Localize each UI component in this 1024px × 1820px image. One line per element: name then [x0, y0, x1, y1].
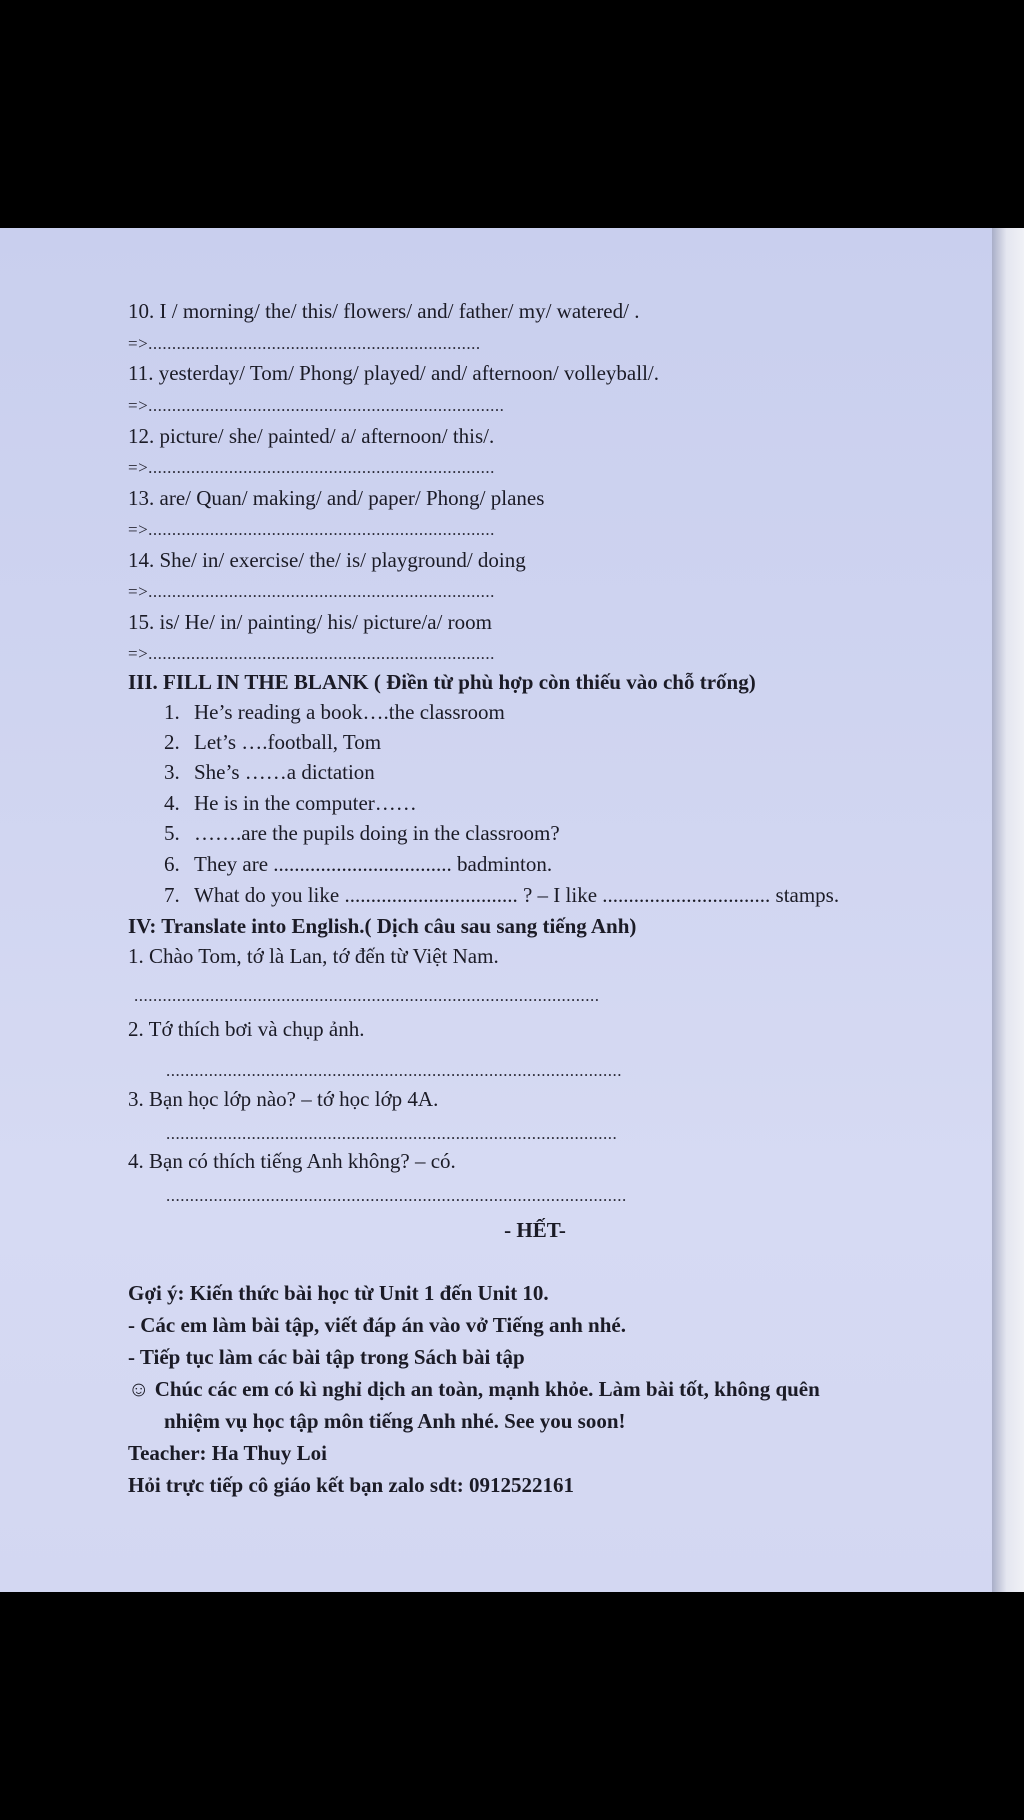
answer-line-10: =>...................................................................... [128, 334, 481, 353]
fill-item-3 [164, 760, 375, 784]
fill-item-number: 7. [164, 883, 180, 907]
fill-item-6 [164, 852, 552, 876]
translate-answer-line-4: ................................................................................................. [166, 1186, 627, 1205]
contact-line: Hỏi trực tiếp cô giáo kết bạn zalo sdt: 0912522161 [128, 1473, 574, 1497]
end-mark: - HẾT- [504, 1218, 566, 1242]
fill-item-text: Let’s ….football, Tom [194, 730, 382, 754]
exercise-12: 12. picture/ she/ painted/ a/ afternoon/ this/. [128, 424, 495, 448]
answer-line-14: =>......................................................................... [128, 582, 495, 601]
fill-item-text: They are .................................. badminton. [194, 852, 553, 876]
note-line-1: - Các em làm bài tập, viết đáp án vào vở Tiếng anh nhé. [128, 1313, 626, 1337]
note-line-2: - Tiếp tục làm các bài tập trong Sách bài tập [128, 1345, 525, 1369]
translate-item-4: 4. Bạn có thích tiếng Anh không? – có. [128, 1149, 456, 1173]
hint-line: Gợi ý: Kiến thức bài học từ Unit 1 đến Unit 10. [128, 1281, 549, 1305]
translate-item-1: 1. Chào Tom, tớ là Lan, tớ đến từ Việt Nam. [128, 944, 499, 968]
page-edge [992, 228, 1024, 1592]
fill-item-number: 3. [164, 760, 180, 784]
section-3-heading: III. FILL IN THE BLANK ( Điền từ phù hợp còn thiếu vào chỗ trống) [128, 670, 756, 694]
fill-item-5 [164, 821, 560, 845]
fill-item-number: 2. [164, 730, 180, 754]
answer-line-15: =>......................................................................... [128, 644, 495, 663]
translate-answer-line-2: ................................................................................................ [166, 1061, 622, 1080]
fill-item-text: …….are the pupils doing in the classroom? [194, 821, 560, 845]
translate-item-3: 3. Bạn học lớp nào? – tớ học lớp 4A. [128, 1087, 439, 1111]
fill-item-number: 1. [164, 700, 180, 724]
fill-item-7 [164, 883, 839, 907]
fill-item-text: He’s reading a book….the classroom [194, 700, 505, 724]
exercise-10: 10. I / morning/ the/ this/ flowers/ and/ father/ my/ watered/ . [128, 299, 640, 323]
fill-item-number: 4. [164, 791, 180, 815]
fill-item-1 [164, 700, 505, 724]
fill-item-text: What do you like ................................. ? – I like ................................ stamps. [194, 883, 840, 907]
fill-item-text: She’s ……a dictation [194, 760, 375, 784]
wish-line-1: ☺ Chúc các em có kì nghỉ dịch an toàn, mạnh khỏe. Làm bài tốt, không quên [128, 1377, 820, 1401]
exercise-11: 11. yesterday/ Tom/ Phong/ played/ and/ afternoon/ volleyball/. [128, 361, 660, 385]
fill-item-2 [164, 730, 381, 754]
exercise-13: 13. are/ Quan/ making/ and/ paper/ Phong/ planes [128, 486, 545, 510]
teacher-name: Teacher: Ha Thuy Loi [128, 1441, 327, 1465]
section-4-heading: IV: Translate into English.( Dịch câu sau sang tiếng Anh) [128, 914, 637, 938]
wish-line-2: nhiệm vụ học tập môn tiếng Anh nhé. See you soon! [164, 1409, 626, 1433]
fill-item-number: 6. [164, 852, 180, 876]
fill-item-number: 5. [164, 821, 180, 845]
exercise-14: 14. She/ in/ exercise/ the/ is/ playground/ doing [128, 548, 526, 572]
translate-item-2: 2. Tớ thích bơi và chụp ảnh. [128, 1017, 365, 1041]
exercise-15: 15. is/ He/ in/ painting/ his/ picture/a/ room [128, 610, 492, 634]
fill-item-text: He is in the computer…… [194, 791, 417, 815]
translate-answer-line-3: ............................................................................................... [166, 1124, 618, 1143]
fill-item-4 [164, 791, 417, 815]
answer-line-12: =>......................................................................... [128, 458, 495, 477]
answer-line-11: =>........................................................................... [128, 396, 505, 415]
answer-line-13: =>......................................................................... [128, 520, 495, 539]
translate-answer-line-1: .................................................................................................. [134, 986, 600, 1005]
